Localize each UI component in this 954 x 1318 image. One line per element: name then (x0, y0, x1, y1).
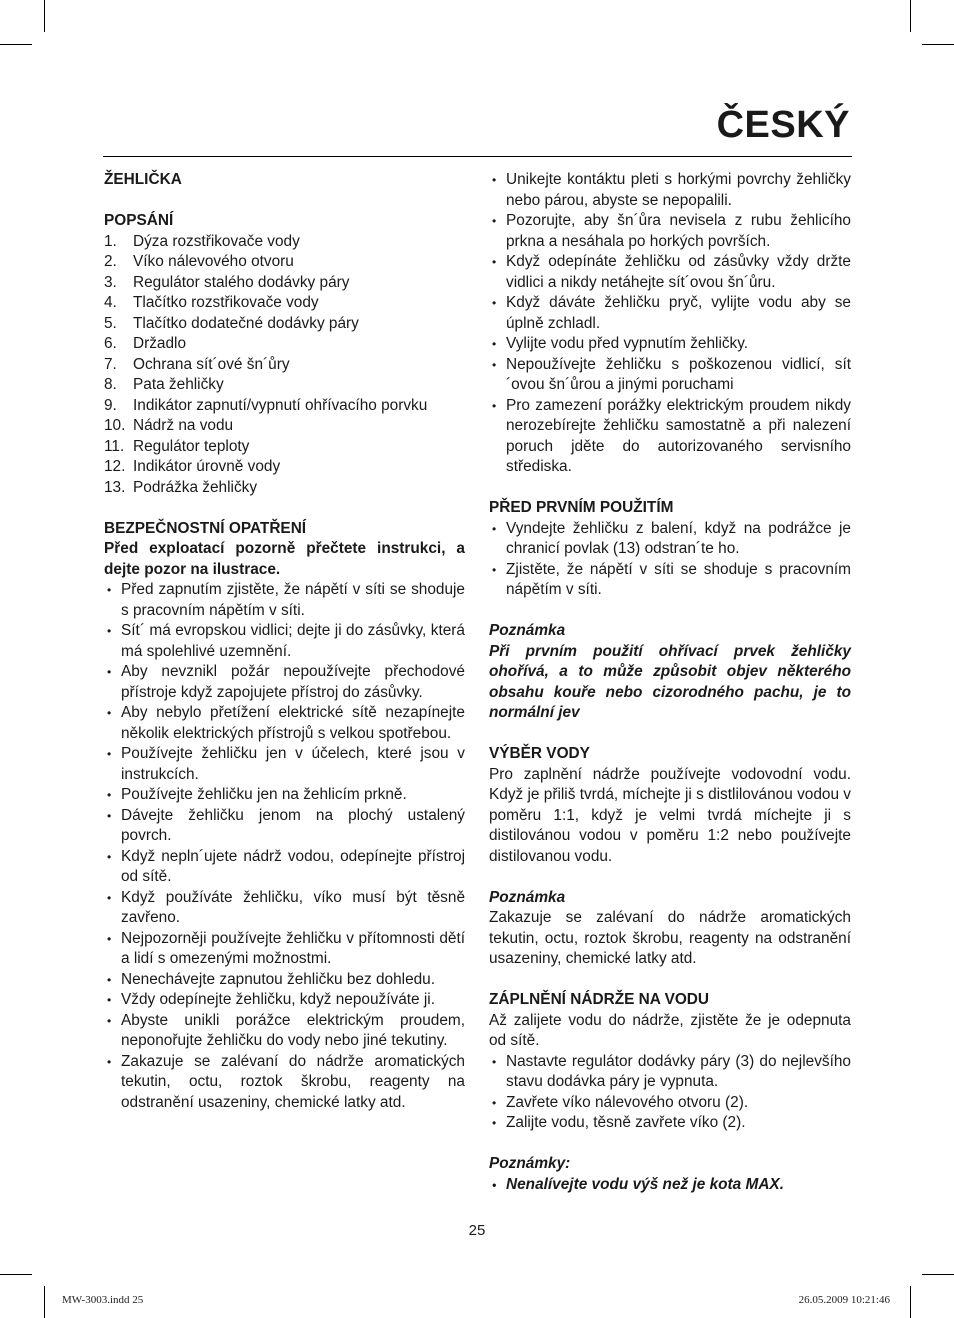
crop-mark (44, 1286, 45, 1318)
fill-text: Až zalijete vodu do nádrže, zjistěte že je odepnuta od sítě. (489, 1011, 851, 1049)
fill-heading: ZÁPLNĚNÍ NÁDRŽE NA VODU (489, 991, 710, 1008)
list-item: 11. Regulátor teploty (104, 437, 250, 455)
list-item: • Pozorujte, aby šn´ůra nevisela z rubu žehlicího prkna a nesáhala po horkých površích. (489, 211, 851, 252)
product-title: ŽEHLIČKA (104, 171, 182, 188)
crop-mark (910, 1286, 911, 1318)
list-item: • Zavřete víko nálevového otvoru (2). (489, 1093, 851, 1114)
list-item: 5. Tlačítko dodatečné dodávky páry (104, 314, 359, 332)
note-text: Při prvním použití ohřívací prvek žehličky ohořívá, a to může způsobit objev některého obsahu kouře nebo cizorodného pachu, je to normální jev (489, 642, 851, 721)
notes-heading: Poznámky: (489, 1155, 571, 1172)
list-item: 3. Regulátor stalého dodávky páry (104, 273, 350, 291)
list-item: • Aby nevznikl požár nepoužívejte přechodové přístroje když zapojujete přístroj do zásůvky. (104, 662, 465, 703)
description-heading: POPSÁNÍ (104, 212, 174, 229)
note-heading: Poznámka (489, 888, 566, 906)
safety-list-continued (489, 170, 851, 478)
list-item: 12. Indikátor úrovně vody (104, 458, 281, 475)
list-item: 9. Indikátor zapnutí/vypnutí ohřívacího porvku (104, 396, 428, 414)
crop-mark (0, 1274, 32, 1275)
list-item: • Aby nebylo přetížení elektrické sítě nezapínejte několik elektrických přístrojů s velkou spotřebou. (104, 703, 465, 744)
list-item: 4. Tlačítko rozstřikovače vody (104, 294, 319, 311)
language-heading: ČESKÝ (716, 104, 850, 146)
notes-list (489, 1175, 851, 1196)
first-use-list (489, 519, 851, 601)
list-item: 1. Dýza rozstřikovače vody (104, 232, 300, 250)
note-text: Zakazuje se zalévaní do nádrže aromatických tekutin, octu, roztok škrobu, reagenty na odstranění usazeniny, chemické latky atd. (489, 909, 851, 967)
list-item: • Když odepínáte žehličku od zásůvky vždy držte vidlici a nikdy netáhejte sít´ovou šn´ůru. (489, 252, 851, 293)
list-item: • Abyste unikli porážce elektrickým proudem, neponořujte žehličku do vody nebo jiné tekutiny. (104, 1011, 465, 1052)
list-item: • Vyndejte žehličku z balení, když na podrážce je chranicí povlak (13) odstran´te ho. (489, 519, 851, 560)
list-item: • Nepoužívejte žehličku s poškozenou vidlicí, sít´ovou šn´ůrou a jinými poruchami (489, 355, 851, 396)
crop-mark (44, 0, 45, 32)
left-column (104, 170, 465, 1113)
list-item: • Nastavte regulátor dodávky páry (3) do nejlevšího stavu dodávka páry je vypnuta. (489, 1052, 851, 1093)
list-item: • Vždy odepínejte žehličku, když nepoužíváte ji. (104, 990, 465, 1011)
note-heading: Poznámka (489, 622, 566, 639)
crop-mark (922, 44, 954, 45)
crop-mark (922, 1274, 954, 1275)
list-item: • Zjistěte, že nápětí v síti se shoduje s pracovním nápětím v síti. (489, 560, 851, 601)
list-item: • Zakazuje se zalévaní do nádrže aromatických tekutin, octu, roztok škrobu, reagenty na odstranění usazeniny, chemické latky atd. (104, 1052, 465, 1114)
fill-list (489, 1052, 851, 1134)
safety-intro: Před exploatací pozorně přečtete instrukci, a dejte pozor na ilustrace. (104, 540, 465, 578)
crop-mark (0, 44, 32, 45)
list-item: 2. Víko nálevového otvoru (104, 253, 294, 270)
list-item: • Sít´ má evropskou vidlici; dejte ji do zásůvky, která má spolehlivé uzemnění. (104, 621, 465, 662)
list-item: • Nejpozorněji používejte žehličku v přítomnosti dětí a lidí s omezenými možnostmi. (104, 929, 465, 970)
list-item: • Používejte žehličku jen v účelech, které jsou v instrukcích. (104, 744, 465, 785)
list-item: • Nenechávejte zapnutou žehličku bez dohledu. (104, 970, 465, 991)
list-item: 10. Nádrž na vodu (104, 417, 234, 434)
parts-list (104, 232, 465, 499)
list-item: • Když nepln´ujete nádrž vodou, odepínejte přístroj od sítě. (104, 847, 465, 888)
list-item: • Vylijte vodu před vypnutím žehličky. (489, 334, 851, 355)
header-divider (103, 156, 852, 157)
list-item: • Před zapnutím zjistěte, že nápětí v síti se shoduje s pracovním nápětím v síti. (104, 580, 465, 621)
list-item: • Zalijte vodu, těsně zavřete víko (2). (489, 1113, 851, 1134)
right-column (489, 170, 851, 1195)
safety-list (104, 580, 465, 1113)
list-item: 6. Držadlo (104, 335, 187, 352)
safety-heading: BEZPEČNOSTNÍ OPATŘENÍ (104, 519, 307, 537)
list-item: • Když používáte žehličku, víko musí být těsně zavřeno. (104, 888, 465, 929)
list-item: • Dávejte žehličku jenom na plochý ustalený povrch. (104, 806, 465, 847)
slug-date: 26.05.2009 10:21:46 (798, 1294, 890, 1306)
water-text: Pro zaplnění nádrže používejte vodovodní vodu. Když je přiliš tvrdá, míchejte ji s distlilovánou vodou v poměru 1:1, když je velmi tvrdá míchejte ji s distilovánou vodou v poměru 1:2 nebo používejte distilovanou vodu. (489, 765, 851, 865)
crop-mark (910, 0, 911, 32)
list-item: 8. Pata žehličky (104, 376, 224, 393)
page-number: 25 (468, 1222, 486, 1239)
list-item: • Nenalívejte vodu výš než je kota MAX. (489, 1175, 851, 1196)
list-item: • Používejte žehličku jen na žehlicím prkně. (104, 785, 465, 806)
list-item: 13. Podrážka žehličky (104, 478, 258, 496)
slug-file: MW-3003.indd 25 (62, 1294, 144, 1306)
water-heading: VÝBĚR VODY (489, 745, 590, 762)
list-item: • Pro zamezení porážky elektrickým proudem nikdy nerozebírejte žehličku samostatně a při nalezení poruch jděte do autorizovaného servisního střediska. (489, 396, 851, 478)
list-item: 7. Ochrana sít´ové šn´ůry (104, 355, 290, 373)
list-item: • Unikejte kontáktu pleti s horkými povrchy žehličky nebo párou, abyste se nepopalili. (489, 170, 851, 211)
first-use-heading: PŘED PRVNÍM POUŽITÍM (489, 499, 674, 516)
list-item: • Když dáváte žehličku pryč, vylijte vodu aby se úplně zchladl. (489, 293, 851, 334)
